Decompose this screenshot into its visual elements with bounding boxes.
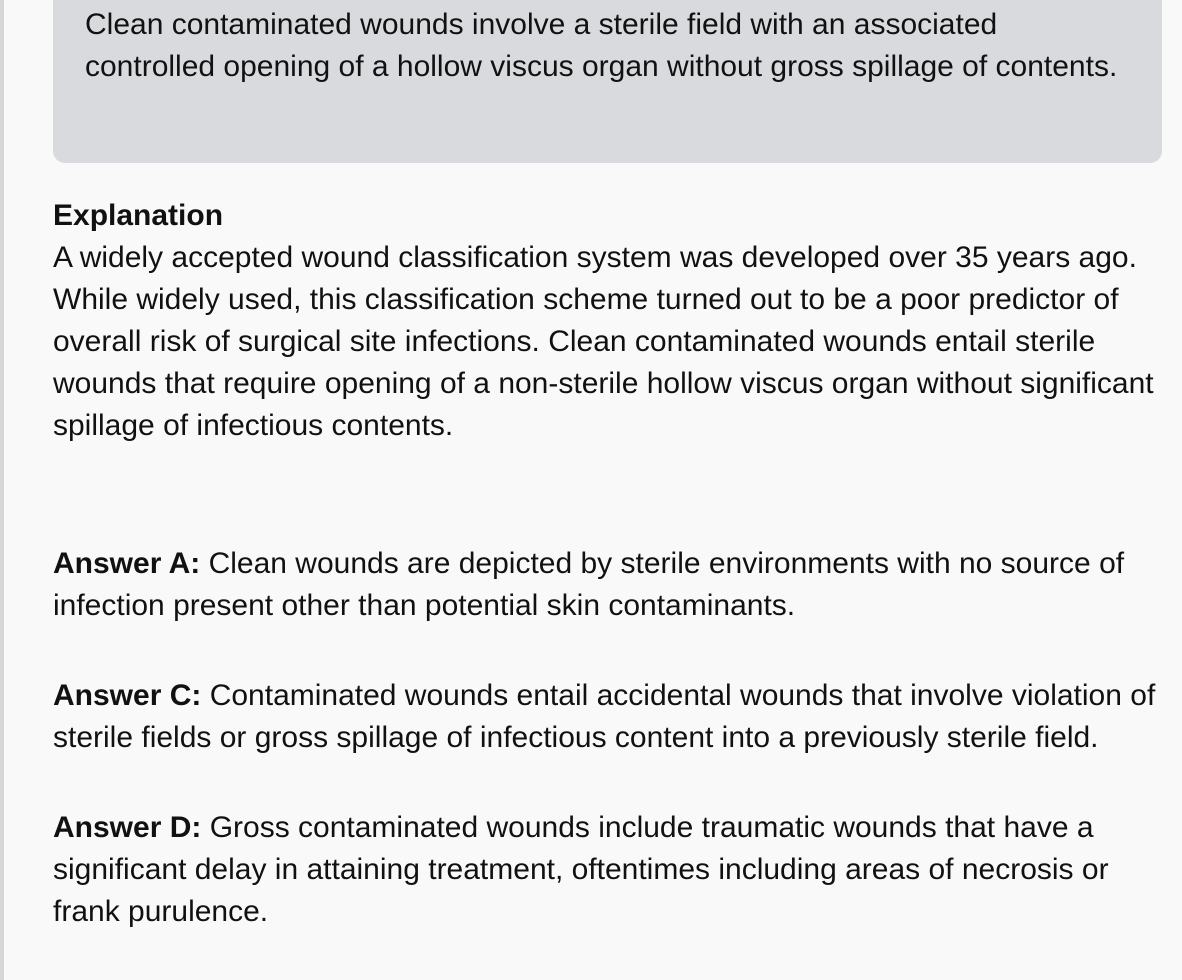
answer-d-label: Answer D: <box>53 811 202 844</box>
answer-a-text: Clean wounds are depicted by sterile environments with no source of infection present other than potential skin contaminants. <box>53 547 1125 622</box>
explanation-body: A widely accepted wound classification system was developed over 35 years ago. While widely used, this classification scheme turned out to be a poor predictor of overall risk of surgical site infections. Clean contaminated wounds entail sterile wounds that require opening of a non-sterile hollow viscus organ without significant spillage of infectious contents. <box>53 241 1162 442</box>
answer-a-label: Answer A: <box>53 547 201 580</box>
answer-a-note <box>53 543 1162 627</box>
explanation-panel <box>53 0 1162 933</box>
selected-answer-text: Clean contaminated wounds involve a sterile field with an associated controlled opening of a hollow viscus organ without gross spillage of contents. <box>85 8 1118 83</box>
answer-c-text: Contaminated wounds entail accidental wounds that involve violation of sterile fields or gross spillage of infectious content into a previously sterile field. <box>53 679 1156 754</box>
answer-c-label: Answer C: <box>53 679 202 712</box>
answer-d-text: Gross contaminated wounds include traumatic wounds that have a significant delay in attaining treatment, oftentimes including areas of necrosis or frank purulence. <box>53 811 1109 928</box>
selected-answer-box <box>53 0 1162 163</box>
answer-c-note <box>53 675 1162 759</box>
answer-d-note <box>53 807 1162 933</box>
left-border <box>0 0 4 980</box>
explanation-heading: Explanation <box>53 199 224 232</box>
explanation-section <box>53 195 1162 447</box>
